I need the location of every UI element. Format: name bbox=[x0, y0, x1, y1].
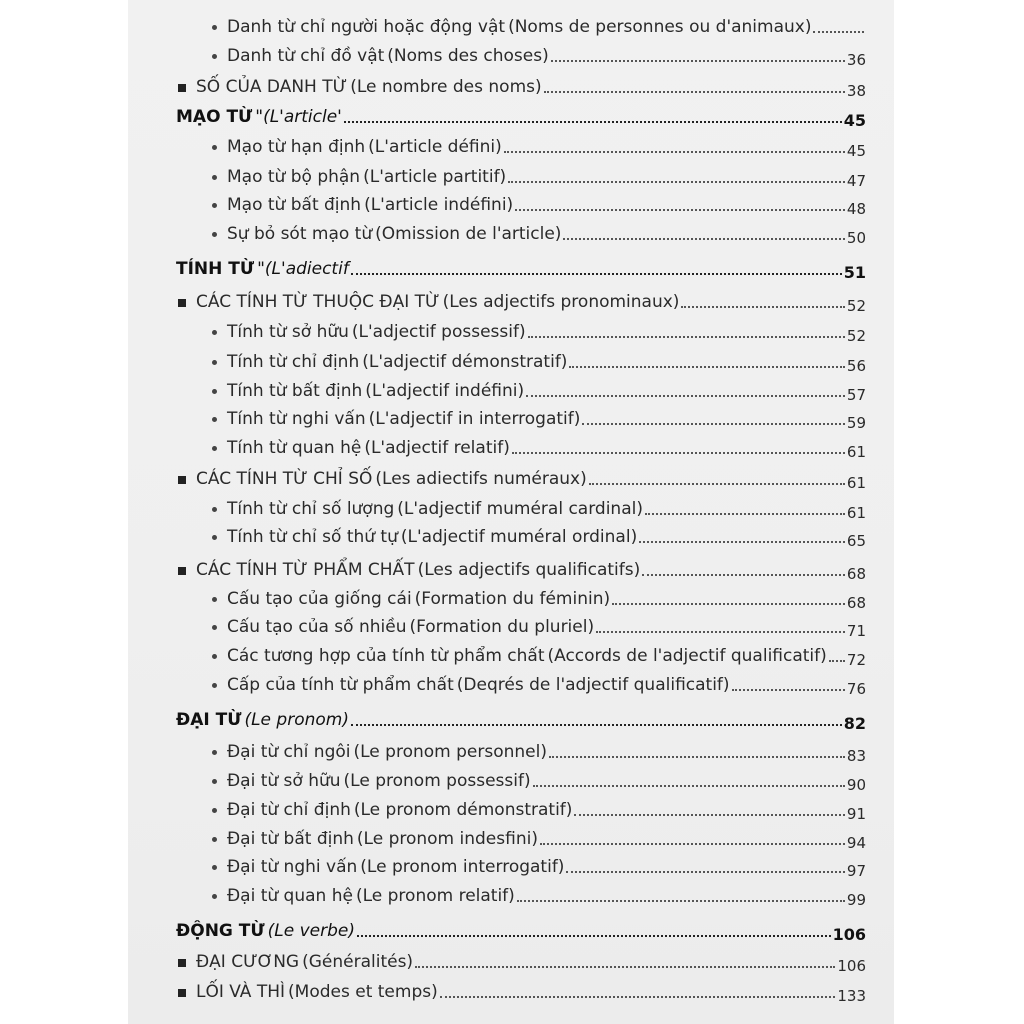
book-page bbox=[128, 0, 894, 1024]
toc-entry-title: Tính từ quan hệ bbox=[227, 438, 362, 458]
toc-entry-french-title: (L'adjectif in interrogatif) bbox=[368, 409, 581, 429]
toc-entry-french-title: (Formation du féminin) bbox=[414, 589, 611, 609]
toc-entry-page-number: 45 bbox=[843, 111, 866, 130]
toc-entry-french-title: (Le pronom démonstratif) bbox=[353, 800, 573, 820]
dot-leader bbox=[526, 395, 845, 397]
toc-entry-title: SỐ CỦA DANH TỪ bbox=[196, 77, 348, 97]
dot-bullet-icon bbox=[212, 25, 217, 30]
toc-entry bbox=[128, 973, 866, 1003]
toc-entry-french-title: (Noms de personnes ou d'animaux) bbox=[508, 17, 812, 37]
toc-entry-title: ĐẠI TỪ bbox=[176, 710, 242, 730]
toc-entry-french-title: (Le nombre des noms) bbox=[350, 77, 542, 97]
dot-leader bbox=[589, 483, 845, 485]
toc-entry-french-title: (Les adjectifs qualificatifs) bbox=[417, 560, 641, 580]
toc-entry-title: Tính từ chỉ số thứ tự bbox=[227, 527, 398, 547]
dot-leader bbox=[612, 603, 845, 605]
toc-entry-page-number: 50 bbox=[846, 229, 866, 247]
dot-leader bbox=[357, 935, 831, 937]
dot-leader bbox=[508, 181, 845, 183]
toc-entry-title: Đại từ nghi vấn bbox=[227, 857, 358, 877]
dot-leader bbox=[528, 336, 845, 338]
dot-bullet-icon bbox=[212, 330, 217, 335]
toc-entry-title: Tính từ chỉ định bbox=[227, 352, 360, 372]
toc-entry bbox=[128, 313, 866, 343]
dot-bullet-icon bbox=[212, 507, 217, 512]
toc-entry bbox=[128, 943, 866, 973]
toc-entry-french-title: (Formation du pluriel) bbox=[409, 617, 595, 637]
toc-entry-french-title: (L'adjectif indéfini) bbox=[365, 381, 525, 401]
dot-leader bbox=[517, 900, 845, 902]
toc-entry-page-number: 57 bbox=[846, 386, 866, 404]
toc-entry-title: TÍNH TỪ bbox=[176, 259, 255, 279]
toc-entry-page-number: 36 bbox=[846, 51, 866, 69]
toc-entry-french-title: (L'adjectif muméral cardinal) bbox=[397, 499, 643, 519]
toc-entry bbox=[128, 762, 866, 792]
dot-bullet-icon bbox=[212, 808, 217, 813]
dot-leader bbox=[566, 871, 844, 873]
toc-entry-page-number: 56 bbox=[846, 357, 866, 375]
dot-leader bbox=[582, 423, 845, 425]
toc-entry bbox=[128, 733, 866, 763]
toc-entry-page-number: 106 bbox=[837, 957, 866, 975]
toc-entry bbox=[128, 637, 866, 667]
dot-leader bbox=[351, 273, 842, 275]
toc-entry-page-number: 82 bbox=[843, 714, 866, 733]
toc-entry-french-title: (Modes et temps) bbox=[288, 982, 438, 1002]
toc-entry-page-number: 38 bbox=[846, 82, 866, 100]
toc-entry-title: Đại từ sở hữu bbox=[227, 771, 341, 791]
toc-entry-french-title: (L'adjectif démonstratif) bbox=[362, 352, 568, 372]
toc-entry-page-number: 68 bbox=[846, 565, 866, 583]
toc-entry bbox=[128, 608, 866, 638]
toc-entry bbox=[128, 250, 866, 280]
toc-entry-title: Đại từ chỉ ngôi bbox=[227, 742, 351, 762]
toc-entry bbox=[128, 580, 866, 610]
toc-entry-french-title: (Le pronom) bbox=[244, 710, 349, 730]
toc-entry bbox=[128, 98, 866, 128]
dot-bullet-icon bbox=[212, 779, 217, 784]
toc-entry bbox=[128, 666, 866, 696]
toc-entry-page-number: 94 bbox=[846, 834, 866, 852]
toc-entry-french-title: (L'adjectif possessif) bbox=[351, 322, 526, 342]
square-bullet-icon bbox=[178, 959, 186, 967]
toc-entry-title: ĐỘNG TỪ bbox=[176, 921, 265, 941]
toc-entry-french-title: (Le pronom possessif) bbox=[343, 771, 531, 791]
dot-leader bbox=[415, 966, 835, 968]
toc-entry-french-title: "(L'article' bbox=[255, 107, 342, 127]
toc-entry bbox=[128, 158, 866, 188]
toc-entry-page-number: 90 bbox=[846, 776, 866, 794]
dot-bullet-icon bbox=[212, 654, 217, 659]
dot-bullet-icon bbox=[212, 535, 217, 540]
toc-entry-french-title: (L'adjectif relatif) bbox=[364, 438, 510, 458]
square-bullet-icon bbox=[178, 989, 186, 997]
dot-leader bbox=[440, 996, 836, 998]
toc-entry-page-number: 76 bbox=[846, 680, 866, 698]
dot-bullet-icon bbox=[212, 175, 217, 180]
toc-entry-page-number: 83 bbox=[846, 747, 866, 765]
dot-leader bbox=[829, 660, 845, 662]
square-bullet-icon bbox=[178, 299, 186, 307]
toc-entry bbox=[128, 8, 866, 38]
toc-entry bbox=[128, 186, 866, 216]
toc-entry-title: Mạo từ hạn định bbox=[227, 137, 366, 157]
toc-entry-page-number: 51 bbox=[843, 263, 866, 282]
toc-entry bbox=[128, 460, 866, 490]
toc-entry-page-number: 71 bbox=[846, 622, 866, 640]
toc-entry-french-title: (Les adjectifs pronominaux) bbox=[442, 292, 680, 312]
toc-entry-title: ĐẠI CƯƠNG bbox=[196, 952, 300, 972]
dot-leader bbox=[639, 541, 845, 543]
toc-entry-french-title: (Les adiectifs numéraux) bbox=[375, 469, 587, 489]
toc-entry bbox=[128, 518, 866, 548]
table-of-contents bbox=[128, 0, 894, 1024]
toc-entry-title: Tính từ sở hữu bbox=[227, 322, 349, 342]
dot-leader bbox=[642, 574, 845, 576]
dot-bullet-icon bbox=[212, 54, 217, 59]
dot-bullet-icon bbox=[212, 750, 217, 755]
toc-entry-page-number: 61 bbox=[846, 504, 866, 522]
toc-entry-title: Đại từ bất định bbox=[227, 829, 354, 849]
toc-entry-title: Cấu tạo của giống cái bbox=[227, 589, 412, 609]
toc-entry-page-number: 52 bbox=[846, 297, 866, 315]
toc-entry-title: MẠO TỪ bbox=[176, 107, 253, 127]
toc-entry-french-title: (L'article partitif) bbox=[363, 167, 507, 187]
toc-entry bbox=[128, 701, 866, 731]
toc-entry bbox=[128, 848, 866, 878]
toc-entry bbox=[128, 372, 866, 402]
toc-entry-title: Đại từ chỉ định bbox=[227, 800, 351, 820]
dot-leader bbox=[569, 366, 844, 368]
dot-leader bbox=[515, 209, 845, 211]
dot-leader bbox=[596, 631, 845, 633]
toc-entry-page-number: 68 bbox=[846, 594, 866, 612]
toc-entry bbox=[128, 877, 866, 907]
dot-bullet-icon bbox=[212, 389, 217, 394]
toc-entry-title: LỐI VÀ THÌ bbox=[196, 982, 286, 1002]
toc-entry bbox=[128, 551, 866, 581]
toc-entry bbox=[128, 820, 866, 850]
toc-entry-page-number: 59 bbox=[846, 414, 866, 432]
toc-entry-page-number: 52 bbox=[846, 327, 866, 345]
dot-leader bbox=[540, 843, 845, 845]
square-bullet-icon bbox=[178, 84, 186, 92]
toc-entry-page-number: 47 bbox=[846, 172, 866, 190]
toc-entry-title: Đại từ quan hệ bbox=[227, 886, 353, 906]
toc-entry-french-title: (Deqrés de l'adjectif qualificatif) bbox=[456, 675, 730, 695]
dot-leader bbox=[544, 91, 845, 93]
dot-leader bbox=[533, 785, 845, 787]
toc-entry-title: Sự bỏ sót mạo từ bbox=[227, 224, 373, 244]
toc-entry-french-title: (Le verbe) bbox=[267, 921, 355, 941]
toc-entry-french-title: (Accords de l'adjectif qualificatif) bbox=[547, 646, 827, 666]
toc-entry-french-title: (Le pronom interrogatif) bbox=[360, 857, 565, 877]
toc-entry bbox=[128, 37, 866, 67]
toc-entry-title: Tính từ chỉ số lượng bbox=[227, 499, 395, 519]
toc-entry-french-title: (Noms des choses) bbox=[387, 46, 549, 66]
dot-bullet-icon bbox=[212, 597, 217, 602]
toc-entry bbox=[128, 490, 866, 520]
toc-entry-french-title: (Généralités) bbox=[302, 952, 414, 972]
toc-entry-title: Tính từ bất định bbox=[227, 381, 363, 401]
dot-bullet-icon bbox=[212, 203, 217, 208]
dot-leader bbox=[512, 452, 845, 454]
toc-entry bbox=[128, 791, 866, 821]
dot-bullet-icon bbox=[212, 360, 217, 365]
toc-entry-page-number: 48 bbox=[846, 200, 866, 218]
dot-leader bbox=[645, 513, 845, 515]
toc-entry-title: Mạo từ bất định bbox=[227, 195, 362, 215]
toc-entry-title: Cấp của tính từ phẩm chất bbox=[227, 675, 454, 695]
toc-entry-french-title: (Le pronom personnel) bbox=[353, 742, 547, 762]
toc-entry bbox=[128, 400, 866, 430]
toc-entry-title: Mạo từ bộ phận bbox=[227, 167, 361, 187]
toc-entry-french-title: (L'adjectif muméral ordinal) bbox=[400, 527, 638, 547]
toc-entry-page-number: 91 bbox=[846, 805, 866, 823]
dot-bullet-icon bbox=[212, 683, 217, 688]
toc-entry-page-number: 72 bbox=[846, 651, 866, 669]
dot-leader bbox=[551, 60, 845, 62]
toc-entry-page-number: 133 bbox=[837, 987, 866, 1005]
toc-entry bbox=[128, 912, 866, 942]
dot-leader bbox=[351, 724, 842, 726]
dot-leader bbox=[681, 306, 844, 308]
dot-leader bbox=[732, 689, 845, 691]
dot-leader bbox=[504, 151, 845, 153]
dot-bullet-icon bbox=[212, 446, 217, 451]
toc-entry-title: Cấu tạo của số nhiều bbox=[227, 617, 407, 637]
toc-entry-french-title: (Omission de l'article) bbox=[375, 224, 562, 244]
dot-leader bbox=[574, 814, 844, 816]
toc-entry-title: CÁC TÍNH TỪ CHỈ SỐ bbox=[196, 469, 373, 489]
square-bullet-icon bbox=[178, 567, 186, 575]
dot-bullet-icon bbox=[212, 837, 217, 842]
toc-entry bbox=[128, 68, 866, 98]
toc-entry bbox=[128, 429, 866, 459]
dot-leader bbox=[549, 756, 845, 758]
toc-entry-page-number: 106 bbox=[832, 925, 866, 944]
toc-entry-title: CÁC TÍNH TỪ THUỘC ĐẠI TỪ bbox=[196, 292, 440, 312]
square-bullet-icon bbox=[178, 476, 186, 484]
dot-bullet-icon bbox=[212, 417, 217, 422]
toc-entry-french-title: (L'article défini) bbox=[368, 137, 502, 157]
toc-entry-title: Danh từ chỉ người hoặc động vật bbox=[227, 17, 506, 37]
toc-entry-page-number: 99 bbox=[846, 891, 866, 909]
toc-entry-title: Danh từ chỉ đồ vật bbox=[227, 46, 385, 66]
dot-leader bbox=[563, 238, 844, 240]
dot-leader bbox=[813, 31, 864, 33]
toc-entry-french-title: (Le pronom indesfini) bbox=[356, 829, 538, 849]
toc-entry-title: CÁC TÍNH TỪ PHẨM CHẤT bbox=[196, 560, 415, 580]
toc-entry-title: Tính từ nghi vấn bbox=[227, 409, 366, 429]
toc-entry-page-number: 45 bbox=[846, 142, 866, 160]
toc-entry bbox=[128, 343, 866, 373]
toc-entry-page-number: 61 bbox=[846, 443, 866, 461]
toc-entry-page-number: 65 bbox=[846, 532, 866, 550]
toc-entry-french-title: (Le pronom relatif) bbox=[355, 886, 515, 906]
toc-entry-french-title: "(L'adiectif bbox=[257, 259, 349, 279]
dot-bullet-icon bbox=[212, 894, 217, 899]
dot-bullet-icon bbox=[212, 145, 217, 150]
toc-entry-page-number: 61 bbox=[846, 474, 866, 492]
dot-bullet-icon bbox=[212, 232, 217, 237]
dot-leader bbox=[344, 121, 842, 123]
dot-bullet-icon bbox=[212, 865, 217, 870]
toc-entry-title: Các tương hợp của tính từ phẩm chất bbox=[227, 646, 545, 666]
dot-bullet-icon bbox=[212, 625, 217, 630]
toc-entry bbox=[128, 283, 866, 313]
toc-entry bbox=[128, 128, 866, 158]
toc-entry-french-title: (L'article indéfini) bbox=[364, 195, 514, 215]
toc-entry bbox=[128, 215, 866, 245]
toc-entry-page-number: 97 bbox=[846, 862, 866, 880]
